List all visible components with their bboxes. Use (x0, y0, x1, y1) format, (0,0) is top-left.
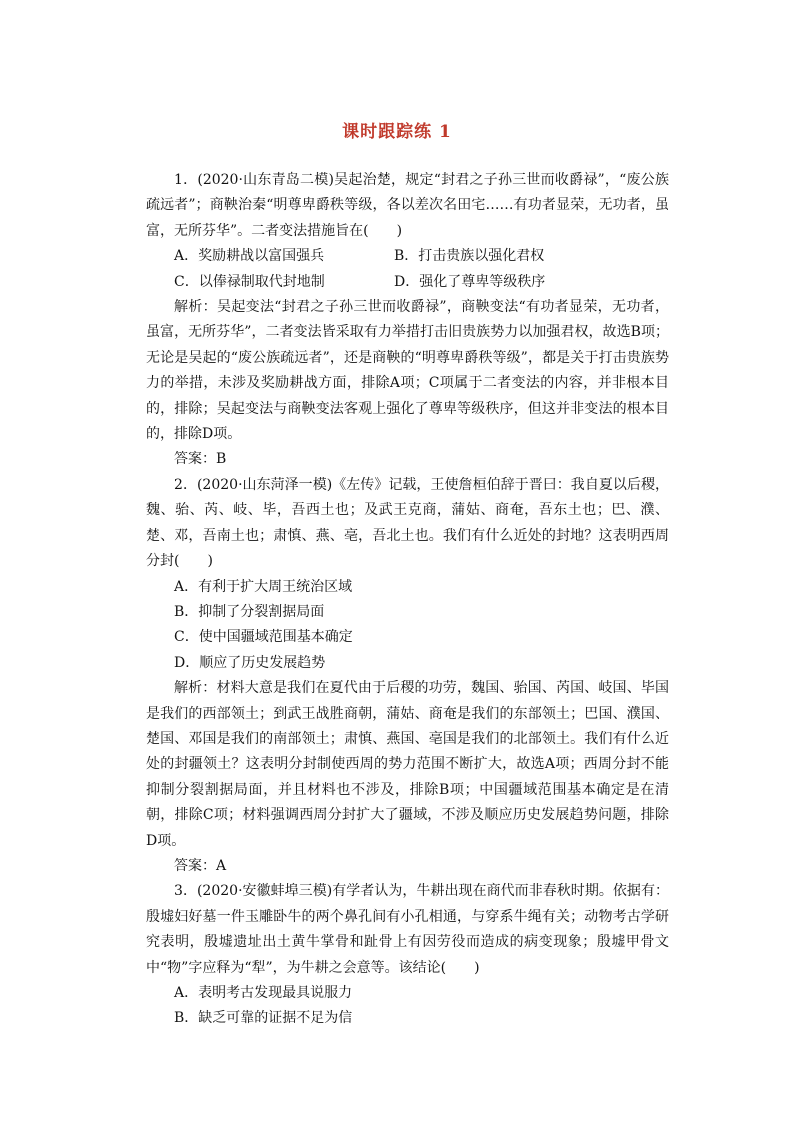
page-title: 课时跟踪练 1 (342, 122, 452, 142)
question-1-option-c: C．以俸禄制取代封地制 (174, 273, 325, 290)
question-3-option-row-b (146, 1006, 669, 1031)
question-2-option-row-b (146, 600, 669, 625)
question-1-answer: 答案：B (174, 451, 227, 468)
question-2-option-a: A．有利于扩大周王统治区域 (174, 578, 353, 595)
question-2-option-b: B．抑制了分裂割据局面 (174, 603, 325, 620)
question-2-option-d: D．顺应了历史发展趋势 (174, 654, 326, 671)
question-1-option-a: A．奖励耕战以富国强兵 (174, 248, 325, 265)
question-1-options-row-1 (146, 244, 669, 269)
question-2-option-row-a (146, 575, 669, 600)
question-1-option-d: D．强化了尊卑等级秩序 (394, 273, 546, 290)
question-2-option-c: C．使中国疆域范围基本确定 (174, 629, 353, 646)
question-1-stem: 1．(2020·山东青岛二模)吴起治楚，规定“封君之子孙三世而收爵禄”，“废公族疏远者”；商鞅治秦“明尊卑爵秩等级，各以差次名田宅……有功者显荣，无功者，虽富，无所芬华”。二者变法措施旨在( ) (146, 172, 669, 239)
question-3-stem: 3．(2020·安徽蚌埠三模)有学者认为，牛耕出现在商代而非春秋时期。依据有：殷墟妇好墓一件玉雕卧牛的两个鼻孔间有小孔相通，与穿系牛绳有关；动物考古学研究表明，殷墟遗址出土黄牛掌骨和趾骨上有因劳役而造成的病变现象；殷墟甲骨文中“物”字应释为“犁”，为牛耕之会意等。该结论( ) (146, 883, 669, 976)
question-3-option-row-a (146, 981, 669, 1006)
question-3-option-b: B．缺乏可靠的证据不足为信 (174, 1010, 353, 1027)
question-2-answer: 答案：A (174, 857, 227, 874)
question-1-option-b: B．打击贵族以强化君权 (394, 248, 545, 265)
question-2-stem: 2．(2020·山东菏泽一模)《左传》记载，王使詹桓伯辞于晋曰：我自夏以后稷，魏、骀、芮、岐、毕，吾西土也；及武王克商，蒲姑、商奄，吾东土也；巴、濮、楚、邓，吾南土也；肃慎、燕、亳，吾北土也。我们有什么近处的封地？这表明西周分封( ) (146, 476, 669, 570)
question-3-option-a: A．表明考古发现最具说服力 (174, 985, 353, 1001)
question-2-analysis: 解析：材料大意是我们在夏代由于后稷的功劳，魏国、骀国、芮国、岐国、毕国是我们的西部领土；到武王战胜商朝，蒲姑、商奄是我们的东部领土；巴国、濮国、楚国、邓国是我们的南部领土；肃慎、燕国、亳国是我们的北部领土。我们有什么近处的封疆领土？这表明分封制使西周的势力范围不断扩大，故选A项；西周分封不能抑制分裂割据局面，并且材料也不涉及，排除B项；中国疆域范围基本确定是在清朝，排除C项；材料强调西周分封扩大了疆域，不涉及顺应历史发展趋势问题，排除D项。 (146, 680, 669, 849)
document-body (146, 168, 669, 1032)
question-2-option-row-d (146, 651, 669, 676)
question-2-option-row-c (146, 625, 669, 650)
question-1-options-row-2 (146, 270, 669, 295)
question-1-analysis: 解析：吴起变法“封君之子孙三世而收爵禄”，商鞅变法“有功者显荣，无功者，虽富，无所芬华”，二者变法皆采取有力举措打击旧贵族势力以加强君权，故选B项；无论是吴起的“废公族疏远者”，还是商鞅的“明尊卑爵秩等级”，都是关于打击贵族势力的举措，未涉及奖励耕战方面，排除A项；C项属于二者变法的内容，并非根本目的，排除；吴起变法与商鞅变法客观上强化了尊卑等级秩序，但这并非变法的根本目的，排除D项。 (146, 299, 669, 443)
